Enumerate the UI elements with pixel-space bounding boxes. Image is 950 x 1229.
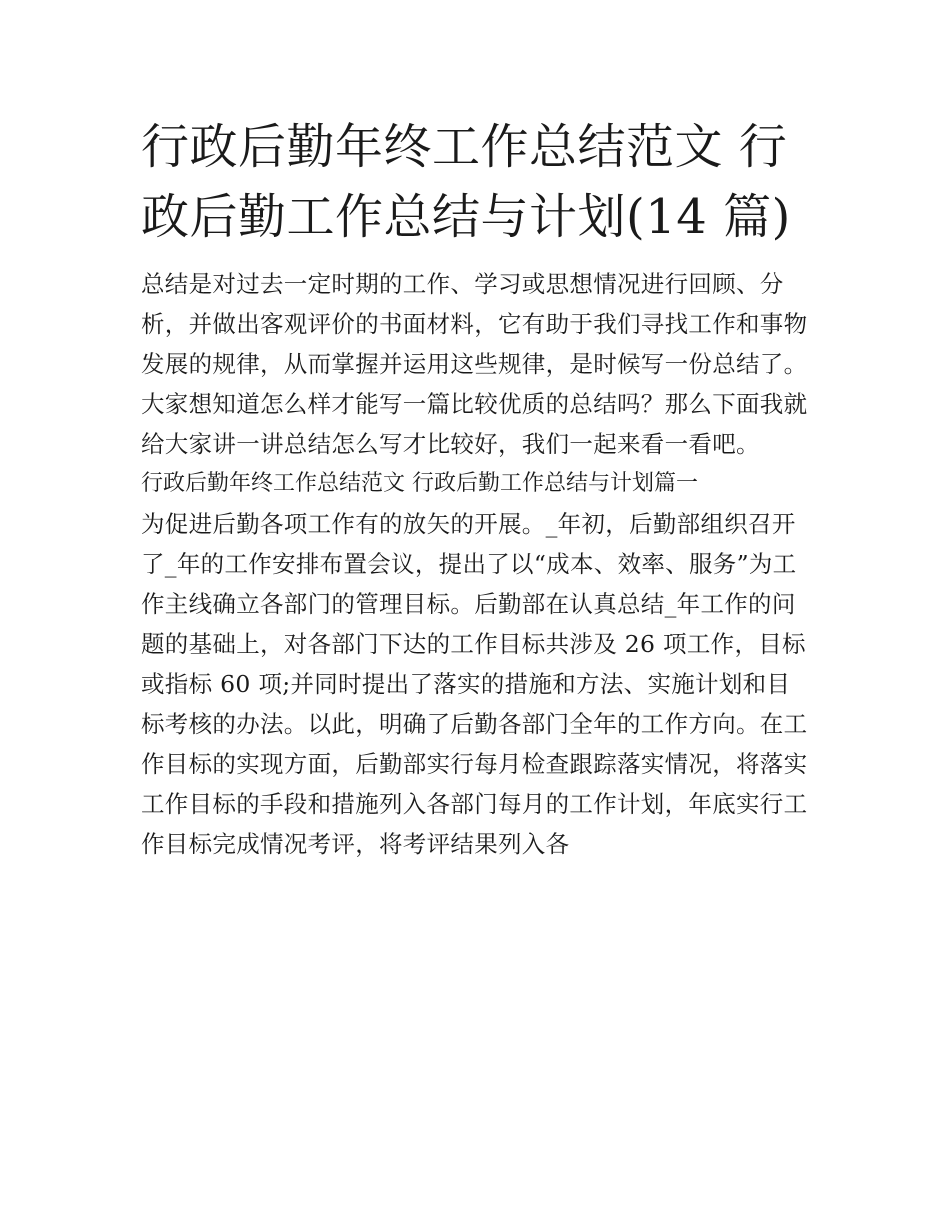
document-content <box>141 112 813 864</box>
body-paragraph: 为促进后勤各项工作有的放矢的开展。_年初，后勤部组织召开了_年的工作安排布置会议，提出了以“成本、效率、服务”为工作主线确立各部门的管理目标。后勤部在认真总结_年工作的问题的基础上，对各部门下达的工作目标共涉及 26 项工作，目标或指标 60 项;并同时提出了落实的措施和方法、实施计划和目标考核的办法。以此，明确了后勤各部门全年的工作方向。在工作目标的实现方面，后勤部实行每月检查跟踪落实情况，将落实工作目标的手段和措施列入各部门每月的工作计划，年底实行工作目标完成情况考评，将考评结果列入各 <box>141 510 808 858</box>
section-heading: 行政后勤年终工作总结范文 行政后勤工作总结与计划篇一 <box>141 471 698 496</box>
intro-paragraph: 总结是对过去一定时期的工作、学习或思想情况进行回顾、分析，并做出客观评价的书面材料，它有助于我们寻找工作和事物发展的规律，从而掌握并运用这些规律，是时候写一份总结了。大家想知道怎么样才能写一篇比较优质的总结吗？那么下面我就给大家讲一讲总结怎么写才比较好，我们一起来看一看吧。 <box>141 270 808 458</box>
document-title: 行政后勤年终工作总结范文 行政后勤工作总结与计划(14 篇) <box>141 119 791 245</box>
